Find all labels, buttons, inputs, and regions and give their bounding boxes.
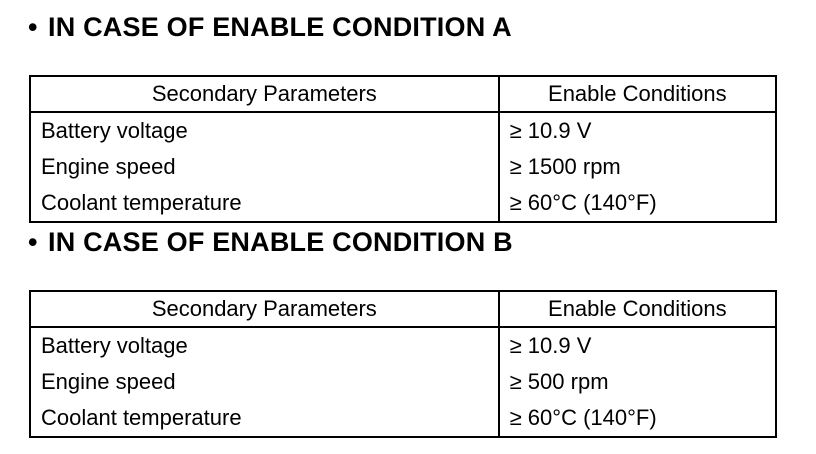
section-heading-a [28, 11, 512, 43]
bullet-icon: • [28, 227, 38, 257]
condition-cell: ≥ 10.9 V [509, 118, 592, 143]
condition-cell: ≥ 10.9 V [509, 333, 592, 358]
condition-cell: ≥ 60°C (140°F) [509, 190, 657, 215]
column-header-enable-conditions: Enable Conditions [499, 76, 776, 112]
parameter-cell: Coolant temperature [30, 400, 499, 437]
parameter-cell: Engine speed [30, 149, 499, 185]
table-row [30, 112, 776, 149]
parameter-cell: Battery voltage [30, 327, 499, 364]
table-header-row [30, 291, 776, 327]
enable-condition-b-table [29, 290, 777, 438]
table-row [30, 149, 776, 185]
condition-cell: ≥ 500 rpm [509, 369, 609, 394]
column-header-secondary-parameters: Secondary Parameters [30, 291, 499, 327]
bullet-icon: • [28, 12, 38, 42]
column-header-enable-conditions: Enable Conditions [499, 291, 776, 327]
column-header-secondary-parameters: Secondary Parameters [30, 76, 499, 112]
heading-text: IN CASE OF ENABLE CONDITION B [48, 227, 513, 257]
condition-cell: ≥ 60°C (140°F) [509, 405, 657, 430]
parameter-cell: Battery voltage [30, 112, 499, 149]
parameter-cell: Engine speed [30, 364, 499, 400]
table-row [30, 327, 776, 364]
table-row [30, 364, 776, 400]
section-heading-b [28, 226, 513, 258]
table-row [30, 400, 776, 437]
heading-text: IN CASE OF ENABLE CONDITION A [48, 12, 512, 42]
table-header-row [30, 76, 776, 112]
enable-condition-a-table [29, 75, 777, 223]
parameter-cell: Coolant temperature [30, 185, 499, 222]
condition-cell: ≥ 1500 rpm [509, 154, 621, 179]
table-row [30, 185, 776, 222]
